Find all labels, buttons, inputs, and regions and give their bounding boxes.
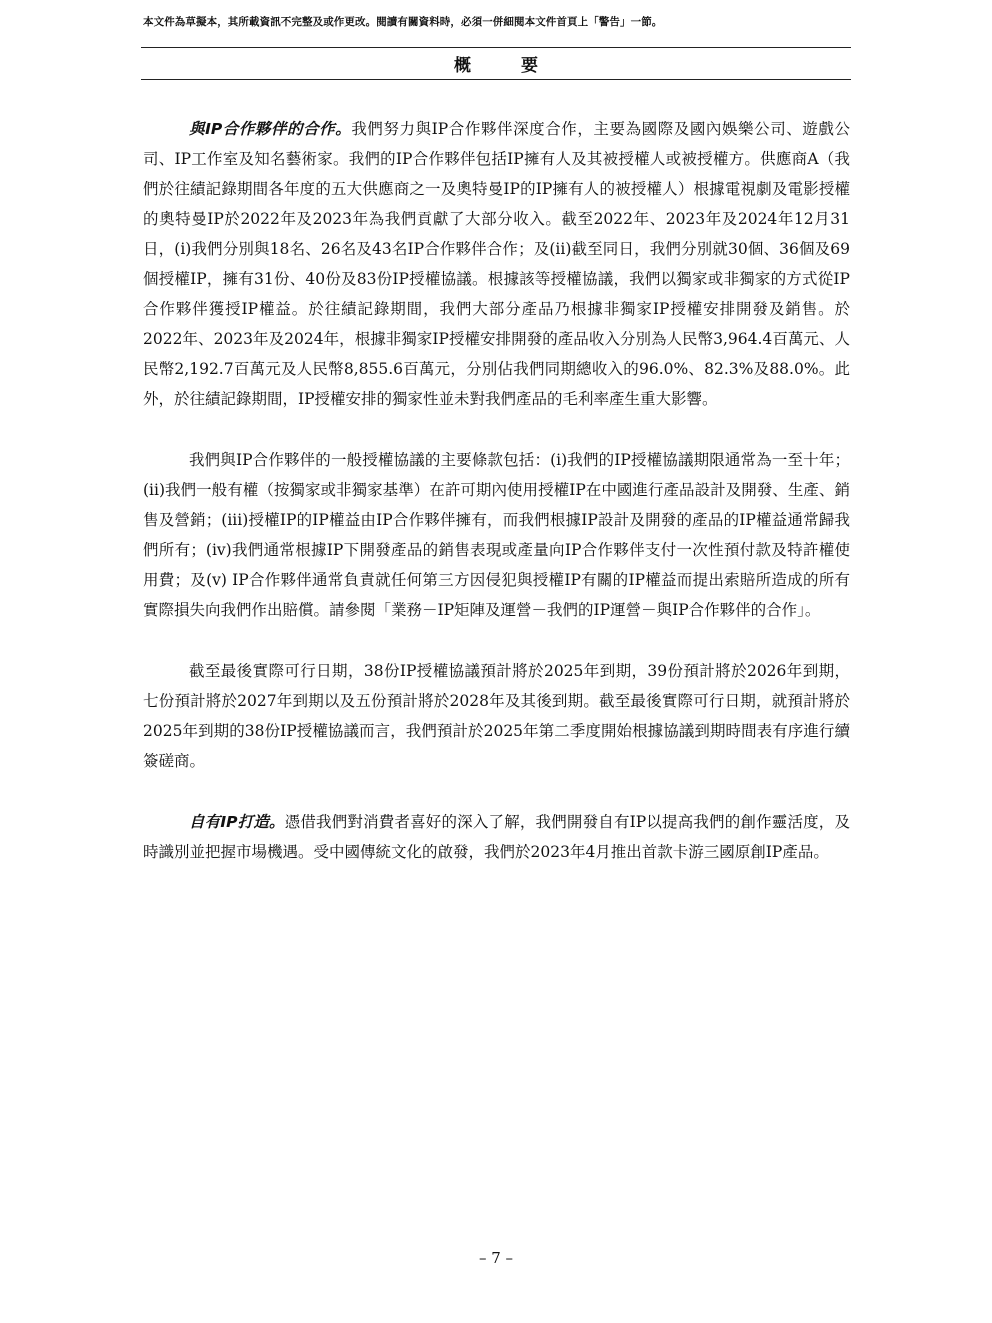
paragraph-text: 我們努力與IP合作夥伴深度合作，主要為國際及國內娛樂公司、遊戲公司、IP工作室及知名藝術家。我們的IP合作夥伴包括IP擁有人及其被授權人或被授權方。供應商A（我們於往績記錄期間各年度的五大供應商之一及奧特曼IP的IP擁有人的被授權人）根據電視劇及電影授權的奧特曼IP於2022年及2023年為我們貢獻了大部分收入。截至2022年、2023年及2024年12月31日，(i)我們分別與18名、26名及43名IP合作夥伴合作；及(ii)截至同日，我們分別就30個、36個及69個授權IP，擁有31份、40份及83份IP授權協議。根據該等授權協議，我們以獨家或非獨家的方式從IP合作夥伴獲授IP權益。於往績記錄期間，我們大部分產品乃根據非獨家IP授權安排開發及銷售。於2022年、2023年及2024年，根據非獨家IP授權安排開發的產品收入分別為人民幣3,964.4百萬元、人民幣2,192.7百萬元及人民幣8,855.6百萬元，分別佔我們同期總收入的96.0%、82.3%及88.0%。此外，於往績記錄期間，IP授權安排的獨家性並未對我們產品的毛利率產生重大影響。 (143, 120, 850, 408)
header-top-rule (141, 47, 851, 48)
paragraph-lead-heading: 自有IP打造。 (189, 813, 285, 831)
paragraph-license-terms (143, 445, 850, 625)
paragraph-text: 我們與IP合作夥伴的一般授權協議的主要條款包括：(i)我們的IP授權協議期限通常為一至十年；(ii)我們一般有權（按獨家或非獨家基準）在許可期內使用授權IP在中國進行產品設計及開發、生產、銷售及營銷；(iii)授權IP的IP權益由IP合作夥伴擁有，而我們根據IP設計及開發的產品的IP權益通常歸我們所有；(iv)我們通常根據IP下開發產品的銷售表現或產量向IP合作夥伴支付一次性預付款及特許權使用費；及(v) IP合作夥伴通常負責就任何第三方因侵犯與授權IP有關的IP權益而提出索賠所造成的所有實際損失向我們作出賠償。請參閱「業務－IP矩陣及運營－我們的IP運營－與IP合作夥伴的合作」。 (143, 451, 850, 619)
paragraph-lead-heading: 與IP合作夥伴的合作。 (189, 120, 352, 138)
page-number: – 7 – (478, 1249, 514, 1267)
header-bottom-rule (141, 79, 851, 80)
paragraph-text: 截至最後實際可行日期，38份IP授權協議預計將於2025年到期，39份預計將於2026年到期，七份預計將於2027年到期以及五份預計將於2028年及其後到期。截至最後實際可行日期，就預計將於2025年到期的38份IP授權協議而言，我們預計於2025年第二季度開始根據協議到期時間表有序進行續簽磋商。 (143, 662, 850, 770)
paragraph-text: 憑借我們對消費者喜好的深入了解，我們開發自有IP以提高我們的創作靈活度，及時識別並把握市場機遇。受中國傳統文化的啟發，我們於2023年4月推出首款卡游三國原創IP產品。 (143, 813, 850, 861)
paragraph-license-expiry (143, 656, 850, 776)
document-body (143, 114, 850, 898)
paragraph-ip-partner-cooperation (143, 114, 850, 414)
paragraph-own-ip-creation (143, 807, 850, 867)
draft-notice: 本文件為草擬本，其所載資訊不完整及或作更改。閱讀有關資料時，必須一併細閱本文件首頁上「警告」一節。 (143, 16, 663, 28)
page-title: 概 要 (454, 56, 560, 76)
